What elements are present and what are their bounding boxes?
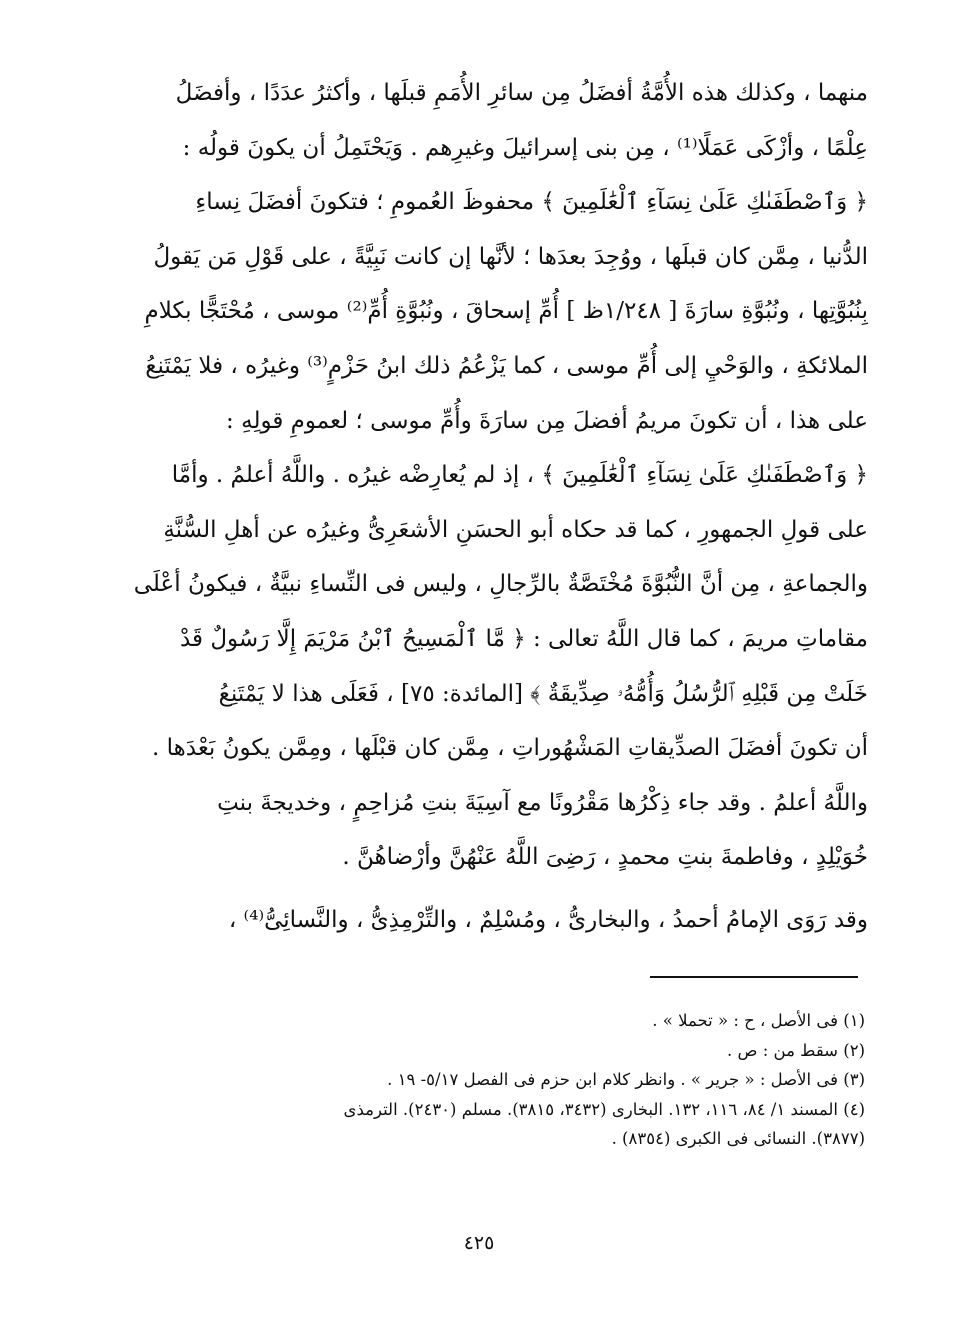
footnote: (٢) سقط من : ص . <box>727 1040 865 1060</box>
text-line: ﴿ وَٱصْطَفَىٰكِ عَلَىٰ نِسَآءِ ٱلْعَٰلَمِينَ ﴾ محفوظَ العُمومِ ؛ فتكونَ أفضَلَ نِساءِ <box>195 189 868 216</box>
text-line: بِنُبُوَّتِها ، ونُبُوَّةِ سارَةَ [ ١/٢٤٨ظ ] أُمِّ إسحاقَ ، ونُبُوَّةِ أُمِّ⁽²⁾ موسى ، مُحْتَجًّا بكلامِ <box>144 298 868 325</box>
footnote-separator <box>650 976 858 978</box>
text-line: على قولِ الجمهورِ ، كما قد حكاه أبو الحسَنِ الأشعَرِىُّ وغيرُه عن أهلِ السُّنَّةِ <box>163 516 868 543</box>
text-line: ﴿ وَٱصْطَفَىٰكِ عَلَىٰ نِسَآءِ ٱلْعَٰلَمِينَ ﴾ ، إذ لم يُعارِضْه غيرُه . واللَّهُ أعلمُ . وأمَّا <box>171 462 868 489</box>
text-line: خَلَتْ مِن قَبْلِهِ ٱلرُّسُلُ وَأُمُّهُۥ صِدِّيقَةٌ ﴾ [المائدة: ٧٥] ، فَعَلَى هذا لا يَمْتَنِعُ <box>218 680 868 707</box>
text-line: أن تكونَ أفضَلَ الصدِّيقاتِ المَشْهُوراتِ ، مِمَّن كان قبْلَها ، ومِمَّن يكونُ بَعْدَها . <box>151 735 868 762</box>
footnote: (٤) المسند ١/ ٨٤، ١١٦، ١٣٢. البخارى (٣٤٣٢، ٣٨١٥). مسلم (٢٤٣٠). الترمذى <box>343 1099 865 1119</box>
text-line: واللَّهُ أعلمُ . وقد جاء ذِكْرُها مَقْرُونًا مع آسِيَةَ بنتِ مُزاحِمٍ ، وخديجةَ بنتِ <box>217 789 868 816</box>
page-number: ٤٢٥ <box>463 1232 495 1254</box>
text-line: الملائكةِ ، والوَحْيِ إلى أُمِّ موسى ، كما يَزْعُمُ ذلك ابنُ حَزْمٍ⁽³⁾ وغيرُه ، فلا يَمْتَنِعُ <box>145 352 868 379</box>
paragraph-start-line: وقد رَوَى الإمامُ أحمدُ ، والبخارىُّ ، ومُسْلِمٌ ، والتِّرْمِذِىُّ ، والنَّسائِىُّ⁽⁴⁾ ، <box>228 906 868 933</box>
text-line: على هذا ، أن تكونَ مريمُ أفضلَ مِن سارَةَ وأُمِّ موسى ؛ لعمومِ قولِهِ : <box>226 407 868 434</box>
text-line: الدُّنيا ، مِمَّن كان قبلَها ، ووُجِدَ بعدَها ؛ لأنَّها إن كانت نَبِيَّةً ، على قَوْلِ مَن يَقولُ <box>153 243 868 270</box>
footnote: (٣) فى الأصل : « جرير » . وانظر كلام ابن حزم فى الفصل ٥/١٧- ١٩ . <box>387 1070 865 1090</box>
footnote-continuation: (٣٨٧٧). النسائى فى الكبرى (٨٣٥٤) . <box>611 1129 865 1149</box>
text-line: خُوَيْلِدٍ ، وفاطمةَ بنتِ محمدٍ ، رَضِىَ اللَّهُ عَنْهُنَّ وأرْضاهُنَّ . <box>342 844 868 871</box>
footnote: (١) فى الأصل ، ح : « تحملا » . <box>652 1011 865 1030</box>
text-line: منهما ، وكذلك هذه الأُمَّةُ أفضَلُ مِن سائرِ الأُمَمِ قبلَها ، وأكثرُ عدَدًا ، وأفضَلُ <box>175 80 868 106</box>
footnotes <box>130 1006 865 1154</box>
main-text <box>130 66 868 948</box>
text-line: عِلْمًا ، وأزْكَى عَمَلًا⁽¹⁾ ، مِن بنى إسرائيلَ وغيرِهم . وَيَحْتَمِلُ أن يكونَ قولُه : <box>182 134 868 161</box>
paragraph-gap <box>130 885 868 893</box>
text-line: والجماعةِ ، مِن أنَّ النُّبُوَّةَ مُخْتَصَّةٌ بالرِّجالِ ، وليس فى النِّساءِ نبيَّةٌ ، فيكونُ أعْلَى <box>133 571 868 598</box>
text-line: مقاماتِ مريمَ ، كما قال اللَّهُ تعالى : ﴿ مَّا ٱلْمَسِيحُ ٱبْنُ مَرْيَمَ إِلَّا رَسُولٌ قَدْ <box>179 625 868 652</box>
